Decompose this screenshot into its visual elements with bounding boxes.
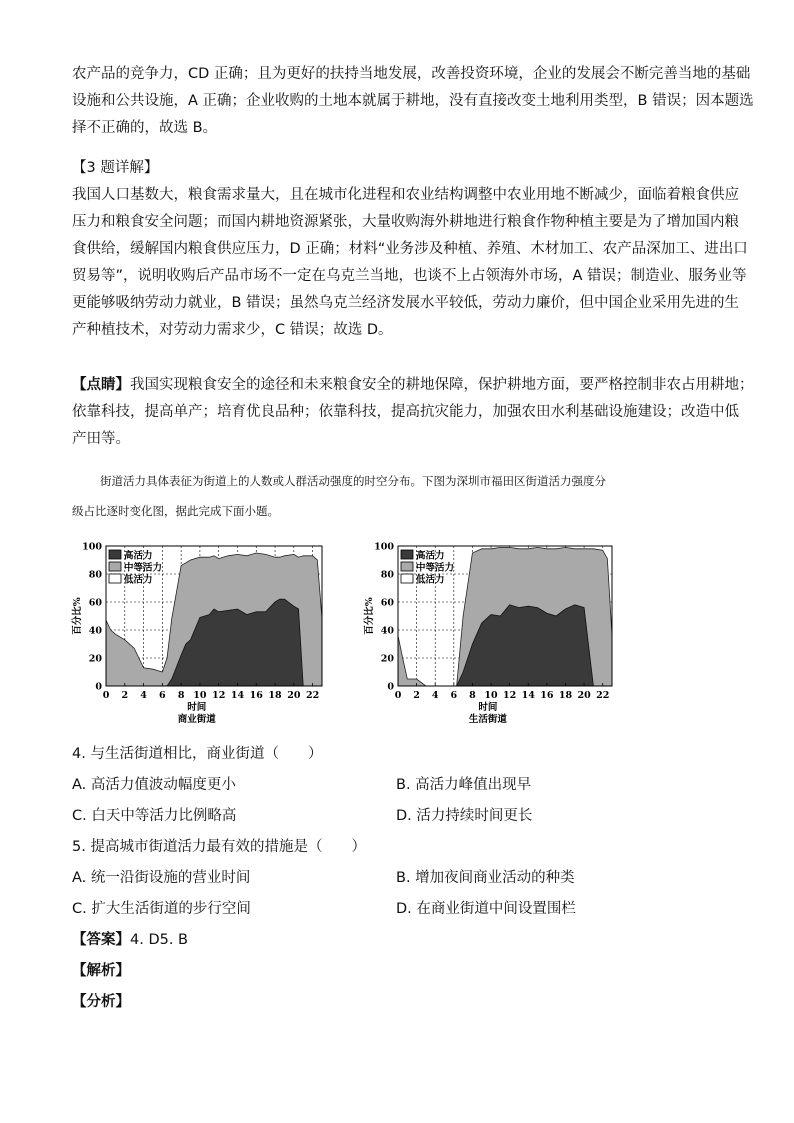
q4-option-c[interactable]: C. 白天中等活力比例略高 [72,808,237,824]
y-tick-label: 0 [95,681,102,693]
x-tick-label: 6 [450,690,458,701]
legend-label: 中等活力 [124,562,163,574]
legend-swatch [109,562,121,571]
y-tick-label: 60 [380,597,394,609]
x-tick-label: 16 [540,690,554,701]
legend-swatch [401,574,413,583]
x-tick-label: 8 [177,690,185,701]
q4-option-d[interactable]: D. 活力持续时间更长 [396,808,533,824]
x-tick-label: 8 [469,690,476,701]
chart-title: 商业街道 [177,714,216,725]
y-tick-label: 80 [380,569,394,581]
y-tick-label: 20 [88,653,102,665]
tip-text: 我国实现粮食安全的途径和未来粮食安全的耕地保障，保护耕地方面，要严格控制非农占用耕地； [130,377,754,393]
text-line: 压力和粮食安全问题；而国内耕地资源紧张，大量收购海外耕地进行粮食作物种植主要是为了增加国内粮 [72,214,739,230]
y-tick-label: 40 [88,625,102,637]
text-line: 依靠科技，提高单产；培育优良品种；依靠科技，提高抗灾能力，加强农田水利基础设施建设；改造中低 [72,404,739,420]
legend-label: 中等活力 [416,562,455,574]
x-tick-label: 18 [268,690,282,701]
chart-title: 生活街道 [468,714,507,725]
x-axis-label: 时间 [187,702,207,713]
text-line: 产田等。 [72,431,130,447]
x-tick-label: 10 [193,690,207,701]
x-tick-label: 4 [431,690,439,701]
y-tick-label: 100 [82,541,102,553]
x-tick-label: 22 [596,690,610,701]
text-line: 更能够吸纳劳动力就业，B 错误；虽然乌克兰经济发展水平较低，劳动力廉价，但中国企业采用先进的生 [72,295,740,311]
q4-option-b[interactable]: B. 高活力峰值出现早 [396,777,532,793]
text-line: 择不正确的，故选 B。 [72,120,218,136]
material-text [72,466,732,526]
legend-label: 低活力 [124,574,153,586]
x-tick-label: 20 [287,690,301,701]
legend-swatch [109,550,121,559]
legend-label: 高活力 [124,550,153,562]
y-tick-label: 80 [88,569,102,581]
legend-label: 低活力 [416,574,445,586]
x-tick-label: 12 [212,690,226,701]
x-tick-label: 18 [558,690,573,701]
x-tick-label: 6 [159,690,166,701]
q5-option-d[interactable]: D. 在商业街道中间设置围栏 [396,901,576,917]
paragraph-q2-end [72,61,754,142]
x-tick-label: 0 [102,690,110,701]
y-tick-label: 20 [380,653,394,665]
question-4-stem: 4. 与生活街道相比，商业街道（ ） [72,746,323,762]
legend-swatch [109,574,121,583]
y-tick-label: 100 [374,541,394,553]
paragraph-q3-detail [72,155,748,344]
x-tick-label: 0 [394,690,402,701]
x-tick-label: 16 [249,690,263,701]
q4-option-a[interactable]: A. 高活力值波动幅度更小 [72,777,236,793]
legend-swatch [401,550,413,559]
text-line: 街道活力具体表征为街道上的人数或人群活动强度的时空分布。下图为深圳市福田区街道活力强度分 [100,474,606,488]
text-line: 我国人口基数大，粮食需求量大，且在城市化进程和农业结构调整中农业用地不断减少，面临着粮食供应 [72,187,739,203]
paragraph-tip [72,372,754,453]
x-tick-label: 10 [484,690,498,701]
answer-text: 4. D5. B [130,932,188,948]
street-vitality-charts [0,534,794,734]
x-tick-label: 20 [577,690,591,701]
chart-2 [363,542,612,726]
section-heading: 【3 题详解】 [72,160,159,176]
text-line: 农产品的竞争力，CD 正确；且为更好的扶持当地发展，改善投资环境，企业的发展会不断完善当地的基础 [72,66,751,82]
y-tick-label: 40 [380,625,394,637]
x-tick-label: 2 [413,690,420,701]
x-tick-label: 22 [305,690,320,701]
answer-line [72,930,188,950]
x-tick-label: 14 [230,690,245,701]
text-line: 级占比逐时变化图，据此完成下面小题。 [72,504,279,518]
text-line: 设施和公共设施，A 正确；企业收购的土地本就属于耕地，没有直接改变土地利用类型，B 错误；因本题选 [72,93,754,109]
answer-label: 【答案】 [72,932,130,948]
y-tick-label: 0 [387,681,394,693]
x-tick-label: 2 [121,690,129,701]
analysis-label: 【解析】 [72,963,130,979]
x-tick-label: 12 [503,690,517,701]
q5-option-c[interactable]: C. 扩大生活街道的步行空间 [72,901,251,917]
legend-swatch [401,562,413,571]
q5-option-b[interactable]: B. 增加夜间商业活动的种类 [396,870,575,886]
q5-option-a[interactable]: A. 统一沿街设施的营业时间 [72,870,251,886]
tip-label: 【点睛】 [72,377,130,393]
fenxi-label: 【分析】 [72,994,130,1010]
y-axis-label: 百分比% [364,597,375,635]
y-axis-label: 百分比% [72,597,83,635]
text-line: 贸易等”，说明收购后产品市场不一定在乌克兰当地，也谈不上占领海外市场，A 错误；制造业、服务业等 [72,268,747,284]
x-axis-label: 时间 [478,702,498,713]
text-line: 产种植技术，对劳动力需求少，C 错误；故选 D。 [72,322,393,338]
x-tick-label: 4 [140,690,147,701]
text-line [72,372,754,399]
text-line: 食供给，缓解国内粮食供应压力，D 正确；材料“业务涉及种植、养殖、木材加工、农产品深加工、进出口 [72,241,748,257]
question-5-stem: 5. 提高城市街道活力最有效的措施是（ ） [72,839,366,855]
x-tick-label: 14 [521,690,535,701]
chart-1 [71,542,322,726]
legend-label: 高活力 [416,550,445,562]
y-tick-label: 60 [88,597,102,609]
